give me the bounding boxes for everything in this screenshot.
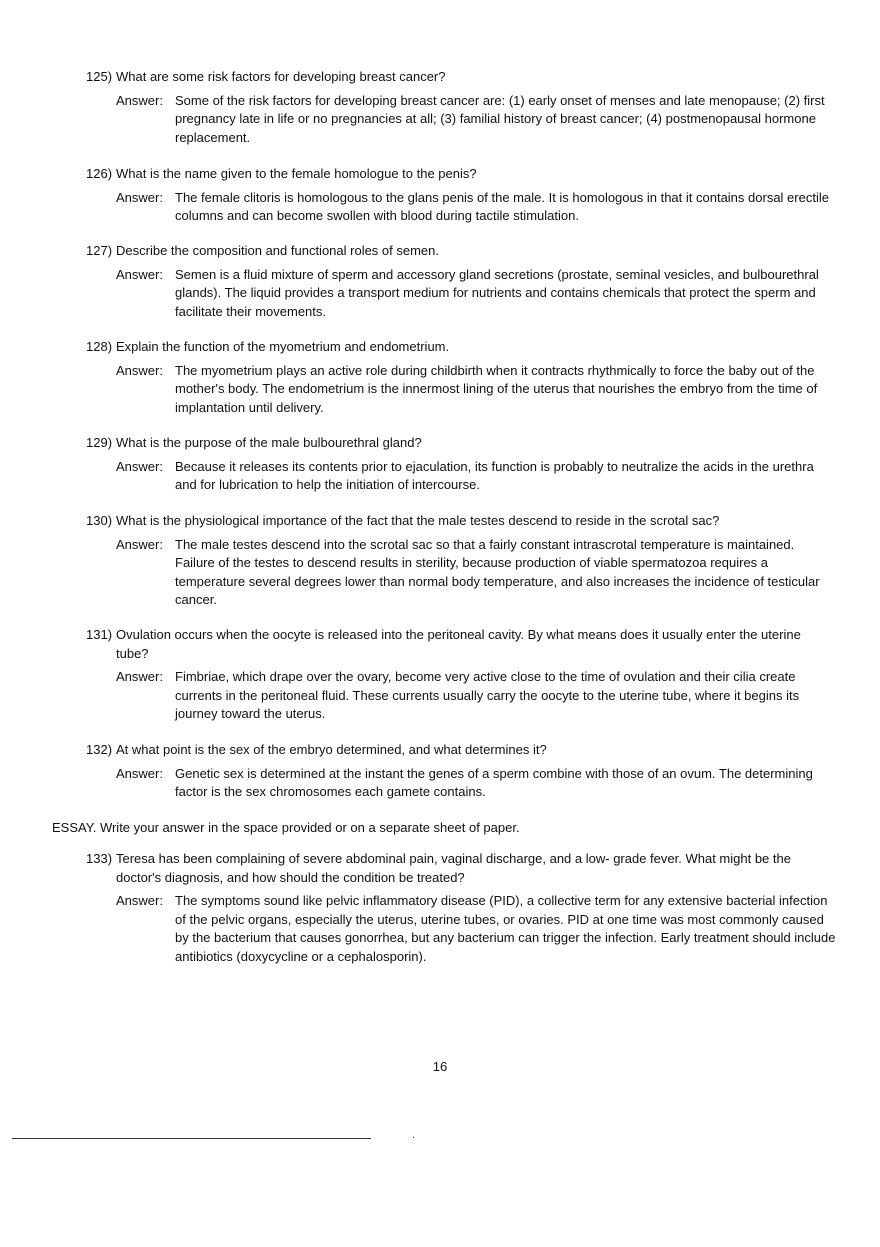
- answer-label: Answer:: [116, 765, 163, 781]
- question-text: Describe the composition and functional roles of semen.: [116, 243, 440, 258]
- essay-section-heading: ESSAY. Write your answer in the space provided or on a separate sheet of paper.: [52, 820, 520, 835]
- answer-block: [116, 266, 836, 322]
- question-line: [86, 434, 836, 453]
- answer-block: [116, 765, 836, 802]
- question-number: 127): [86, 243, 113, 258]
- answer-text: Genetic sex is determined at the instant the genes of a sperm combine with those of an ovum. The determining factor is the sex chromosomes each gamete contains.: [175, 765, 813, 800]
- answer-text: Because it releases its contents prior to ejaculation, its function is probably to neutralize the acids in the urethra and for lubrication to help the initiation of intercourse.: [175, 458, 814, 493]
- question-text: What are some risk factors for developing breast cancer?: [116, 69, 446, 84]
- question-128: [86, 338, 836, 417]
- answer-text: Some of the risk factors for developing breast cancer are: (1) early onset of menses and late menopause; (2) first pregnancy late in life or no pregnancies at all; (3) familial history of breast cancer; (4) postmenopausal hormone replacement.: [175, 92, 825, 145]
- answer-label: Answer:: [116, 362, 163, 378]
- question-127: [86, 242, 836, 321]
- question-line: [86, 626, 836, 663]
- question-number: 130): [86, 513, 113, 528]
- question-number: 125): [86, 69, 113, 84]
- answer-block: [116, 536, 836, 610]
- question-133: [86, 850, 836, 967]
- answer-label: Answer:: [116, 189, 163, 205]
- answer-label: Answer:: [116, 536, 163, 552]
- question-text: What is the physiological importance of the fact that the male testes descend to reside in the scrotal sac?: [116, 513, 720, 528]
- question-line: [86, 338, 836, 357]
- answer-text: The female clitoris is homologous to the glans penis of the male. It is homologous in that it contains dorsal erectile columns and can become swollen with blood during tactile stimulation.: [175, 189, 829, 224]
- answer-text: The myometrium plays an active role during childbirth when it contracts rhythmically to force the baby out of the mother's body. The endometrium is the innermost lining of the uterus that nourishes the embryo from the time of implantation until delivery.: [175, 362, 818, 415]
- question-line: [86, 741, 836, 760]
- question-132: [86, 741, 836, 802]
- question-number: 132): [86, 742, 113, 757]
- answer-block: [116, 892, 836, 966]
- question-line: [86, 512, 836, 531]
- answer-text: The male testes descend into the scrotal sac so that a fairly constant intrascrotal temperature is maintained. Failure of the testes to descend results in sterility, because production of viable spermatozoa requires a temperature several degrees lower than normal body temperature, and also increases the incidence of testicular cancer.: [175, 536, 820, 608]
- question-text: At what point is the sex of the embryo determined, and what determines it?: [116, 742, 547, 757]
- question-text: Teresa has been complaining of severe abdominal pain, vaginal discharge, and a low- grade fever. What might be the doctor's diagnosis, and how should the condition be treated?: [116, 851, 791, 885]
- answer-label: Answer:: [116, 266, 163, 282]
- answer-label: Answer:: [116, 92, 163, 108]
- question-line: [86, 165, 836, 184]
- answer-label: Answer:: [116, 458, 163, 474]
- question-number: 129): [86, 435, 113, 450]
- footer-divider: [12, 1138, 371, 1139]
- question-130: [86, 512, 836, 610]
- answer-block: [116, 189, 836, 226]
- question-text: Explain the function of the myometrium and endometrium.: [116, 339, 450, 354]
- answer-label: Answer:: [116, 893, 163, 909]
- answer-text: Semen is a fluid mixture of sperm and accessory gland secretions (prostate, seminal vesicles, and bulbourethral glands). The liquid provides a transport medium for nutrients and contains chemicals that protect the sperm and facilitate their movements.: [175, 266, 819, 319]
- question-number: 128): [86, 339, 113, 354]
- question-125: [86, 68, 836, 147]
- question-text: What is the purpose of the male bulbourethral gland?: [116, 435, 422, 450]
- question-text: Ovulation occurs when the oocyte is released into the peritoneal cavity. By what means does it usually enter the uterine tube?: [116, 627, 801, 661]
- answer-block: [116, 362, 836, 418]
- page-number: 16: [432, 1059, 448, 1074]
- question-129: [86, 434, 836, 495]
- answer-block: [116, 668, 836, 724]
- answer-block: [116, 458, 836, 495]
- answer-block: [116, 92, 836, 148]
- question-131: [86, 626, 836, 724]
- question-number: 126): [86, 166, 113, 181]
- question-line: [86, 850, 836, 887]
- question-line: [86, 68, 836, 87]
- question-126: [86, 165, 836, 226]
- answer-label: Answer:: [116, 669, 163, 685]
- question-text: What is the name given to the female homologue to the penis?: [116, 166, 477, 181]
- footer-mark: .: [412, 1130, 415, 1141]
- answer-text: The symptoms sound like pelvic inflammatory disease (PID), a collective term for any extensive bacterial infection of the pelvic organs, especially the uterus, uterine tubes, or ovaries. PID at one time was most commonly caused by the bacterium that causes gonorrhea, but any bacterium can trigger the infection. Early treatment should include antibiotics (doxycycline or a cephalosporin).: [175, 893, 836, 964]
- question-line: [86, 242, 836, 261]
- answer-text: Fimbriae, which drape over the ovary, become very active close to the time of ovulation and their cilia create currents in the peritoneal fluid. These currents usually carry the oocyte to the uterine tube, where it begins its journey toward the uterus.: [175, 669, 800, 722]
- question-number: 131): [86, 627, 113, 642]
- question-number: 133): [86, 851, 113, 866]
